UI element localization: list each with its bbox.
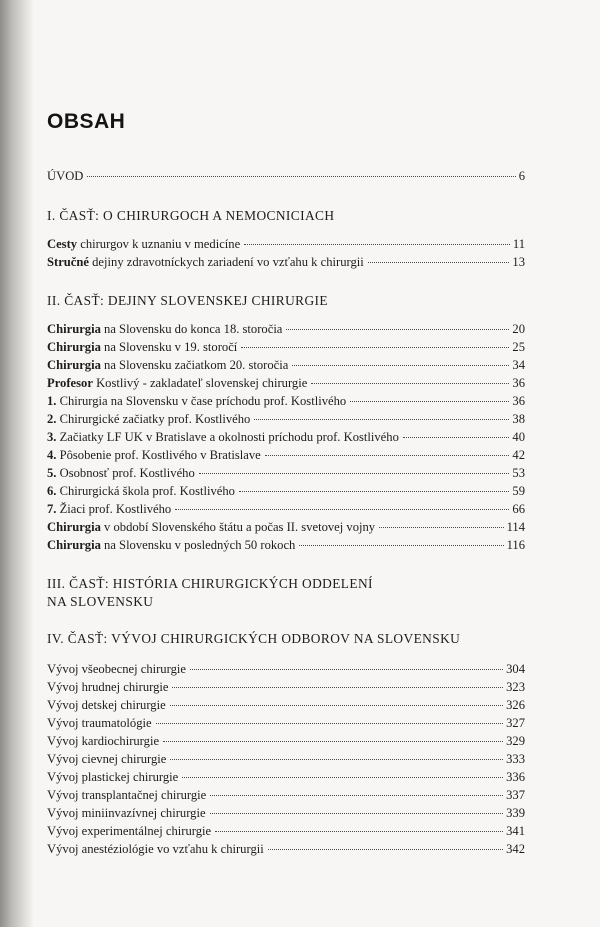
toc-page (47, 0, 525, 927)
toc-entry[interactable] (47, 255, 525, 273)
toc-entry-label: 6. Chirurgická škola prof. Kostlivého (47, 484, 235, 498)
toc-entry[interactable] (47, 770, 525, 788)
toc-entry-label: Stručné dejiny zdravotníckych zariadení vo vzťahu k chirurgii (47, 255, 364, 269)
toc-page-number: 53 (512, 466, 525, 480)
toc-page-number: 333 (506, 752, 525, 766)
toc-entry-label: Vývoj traumatológie (47, 716, 152, 730)
toc-page-number: 40 (512, 430, 525, 444)
toc-entry-label: 1. Chirurgia na Slovensku v čase príchodu prof. Kostlivého (47, 394, 347, 408)
leader-dots (244, 243, 510, 245)
toc-entry-label: Chirurgia na Slovensku do konca 18. storočia (47, 322, 283, 336)
section-heading-3: III. ČASŤ: HISTÓRIA CHIRURGICKÝCH ODDELENÍ (47, 576, 373, 591)
toc-page-number: 339 (506, 806, 525, 820)
toc-entry[interactable] (47, 502, 525, 520)
leader-dots (175, 508, 509, 510)
leader-dots (239, 490, 509, 492)
toc-page-number: 11 (512, 237, 525, 251)
toc-entry-label: Chirurgia v období Slovenského štátu a počas II. svetovej vojny (47, 520, 376, 534)
leader-dots (215, 830, 503, 832)
leader-dots (210, 812, 504, 814)
toc-page-number: 304 (506, 662, 525, 676)
leader-dots (350, 400, 509, 402)
toc-entry[interactable] (47, 412, 525, 430)
section-heading-2: II. ČASŤ: DEJINY SLOVENSKEJ CHIRURGIE (47, 293, 328, 308)
toc-entry-label: 3. Začiatky LF UK v Bratislave a okolnosti príchodu prof. Kostlivého (47, 430, 399, 444)
toc-entry-label: Vývoj kardiochirurgie (47, 734, 160, 748)
section-heading-1: I. ČASŤ: O CHIRURGOCH A NEMOCNICIACH (47, 208, 335, 223)
leader-dots (254, 418, 509, 420)
toc-entry-label: Chirurgia na Slovensku začiatkom 20. storočia (47, 358, 289, 372)
toc-page-number: 13 (512, 255, 525, 269)
toc-entry[interactable] (47, 322, 525, 340)
toc-entry[interactable] (47, 716, 525, 734)
toc-entry[interactable] (47, 430, 525, 448)
leader-dots (210, 794, 503, 796)
leader-dots (87, 175, 515, 177)
section-heading-4: IV. ČASŤ: VÝVOJ CHIRURGICKÝCH ODBOROV NA SLOVENSKU (47, 631, 461, 646)
toc-page-number: 329 (506, 734, 525, 748)
toc-entry-label: Vývoj všeobecnej chirurgie (47, 662, 186, 676)
toc-page-number: 20 (512, 322, 525, 336)
toc-entry[interactable] (47, 662, 525, 680)
toc-entry-label: Profesor Kostlivý - zakladateľ slovenskej chirurgie (47, 376, 308, 390)
leader-dots (170, 758, 503, 760)
leader-dots (182, 776, 503, 778)
toc-page-number: 6 (518, 169, 525, 183)
toc-entry[interactable] (47, 806, 525, 824)
section-heading-3-continued: NA SLOVENSKU (47, 594, 154, 609)
toc-page-number: 34 (512, 358, 525, 372)
leader-dots (241, 346, 509, 348)
toc-entry[interactable] (47, 358, 525, 376)
toc-page-number: 59 (512, 484, 525, 498)
leader-dots (379, 526, 503, 528)
toc-entry-intro[interactable] (47, 169, 525, 187)
leader-dots (311, 382, 509, 384)
toc-entry-label: 2. Chirurgické začiatky prof. Kostlivého (47, 412, 251, 426)
toc-page-number: 36 (512, 376, 525, 390)
toc-entry-label: Vývoj experimentálnej chirurgie (47, 824, 212, 838)
toc-page-number: 323 (506, 680, 525, 694)
toc-entry-label: Vývoj anestéziológie vo vzťahu k chirurgii (47, 842, 264, 856)
leader-dots (299, 544, 503, 546)
leader-dots (286, 328, 509, 330)
toc-entry[interactable] (47, 394, 525, 412)
toc-page-number: 341 (506, 824, 525, 838)
leader-dots (292, 364, 509, 366)
toc-entry-label: 5. Osobnosť prof. Kostlivého (47, 466, 195, 480)
toc-page-number: 336 (506, 770, 525, 784)
toc-entry-label: Chirurgia na Slovensku v posledných 50 rokoch (47, 538, 296, 552)
toc-entry-label: Vývoj detskej chirurgie (47, 698, 166, 712)
toc-entry-label: 7. Žiaci prof. Kostlivého (47, 502, 172, 516)
toc-page-number: 36 (512, 394, 525, 408)
toc-entry[interactable] (47, 448, 525, 466)
toc-entry[interactable] (47, 698, 525, 716)
toc-entry-label: Vývoj miniinvazívnej chirurgie (47, 806, 206, 820)
toc-entry-label: Vývoj cievnej chirurgie (47, 752, 167, 766)
toc-entry[interactable] (47, 680, 525, 698)
toc-page-number: 116 (506, 538, 525, 552)
leader-dots (403, 436, 510, 438)
leader-dots (163, 740, 503, 742)
leader-dots (190, 668, 503, 670)
toc-entry-label: Chirurgia na Slovensku v 19. storočí (47, 340, 238, 354)
toc-page-number: 25 (512, 340, 525, 354)
leader-dots (368, 261, 510, 263)
toc-entry-label: ÚVOD (47, 169, 84, 183)
toc-page-number: 66 (512, 502, 525, 516)
leader-dots (156, 722, 504, 724)
toc-entry-label: Vývoj hrudnej chirurgie (47, 680, 169, 694)
toc-entry[interactable] (47, 824, 525, 842)
toc-entry[interactable] (47, 237, 525, 255)
leader-dots (268, 848, 503, 850)
toc-entry-label: 4. Pôsobenie prof. Kostlivého v Bratislave (47, 448, 261, 462)
page-title: OBSAH (47, 110, 126, 133)
toc-page-number: 42 (512, 448, 525, 462)
toc-entry[interactable] (47, 340, 525, 358)
leader-dots (172, 686, 503, 688)
toc-page-number: 114 (506, 520, 525, 534)
toc-entry[interactable] (47, 484, 525, 502)
toc-entry[interactable] (47, 842, 525, 860)
toc-page-number: 337 (506, 788, 525, 802)
toc-entry[interactable] (47, 752, 525, 770)
leader-dots (199, 472, 510, 474)
toc-entry[interactable] (47, 788, 525, 806)
toc-page-number: 326 (506, 698, 525, 712)
toc-page-number: 342 (506, 842, 525, 856)
toc-entry-label: Cesty chirurgov k uznaniu v medicíne (47, 237, 241, 251)
toc-page-number: 327 (506, 716, 525, 730)
leader-dots (265, 454, 510, 456)
toc-entry-label: Vývoj plastickej chirurgie (47, 770, 179, 784)
toc-entry[interactable] (47, 734, 525, 752)
toc-entry-label: Vývoj transplantačnej chirurgie (47, 788, 207, 802)
leader-dots (170, 704, 503, 706)
toc-entry[interactable] (47, 538, 525, 556)
toc-entry[interactable] (47, 520, 525, 538)
toc-entry[interactable] (47, 466, 525, 484)
book-binding-shadow (0, 0, 34, 927)
toc-entry[interactable] (47, 376, 525, 394)
toc-page-number: 38 (512, 412, 525, 426)
